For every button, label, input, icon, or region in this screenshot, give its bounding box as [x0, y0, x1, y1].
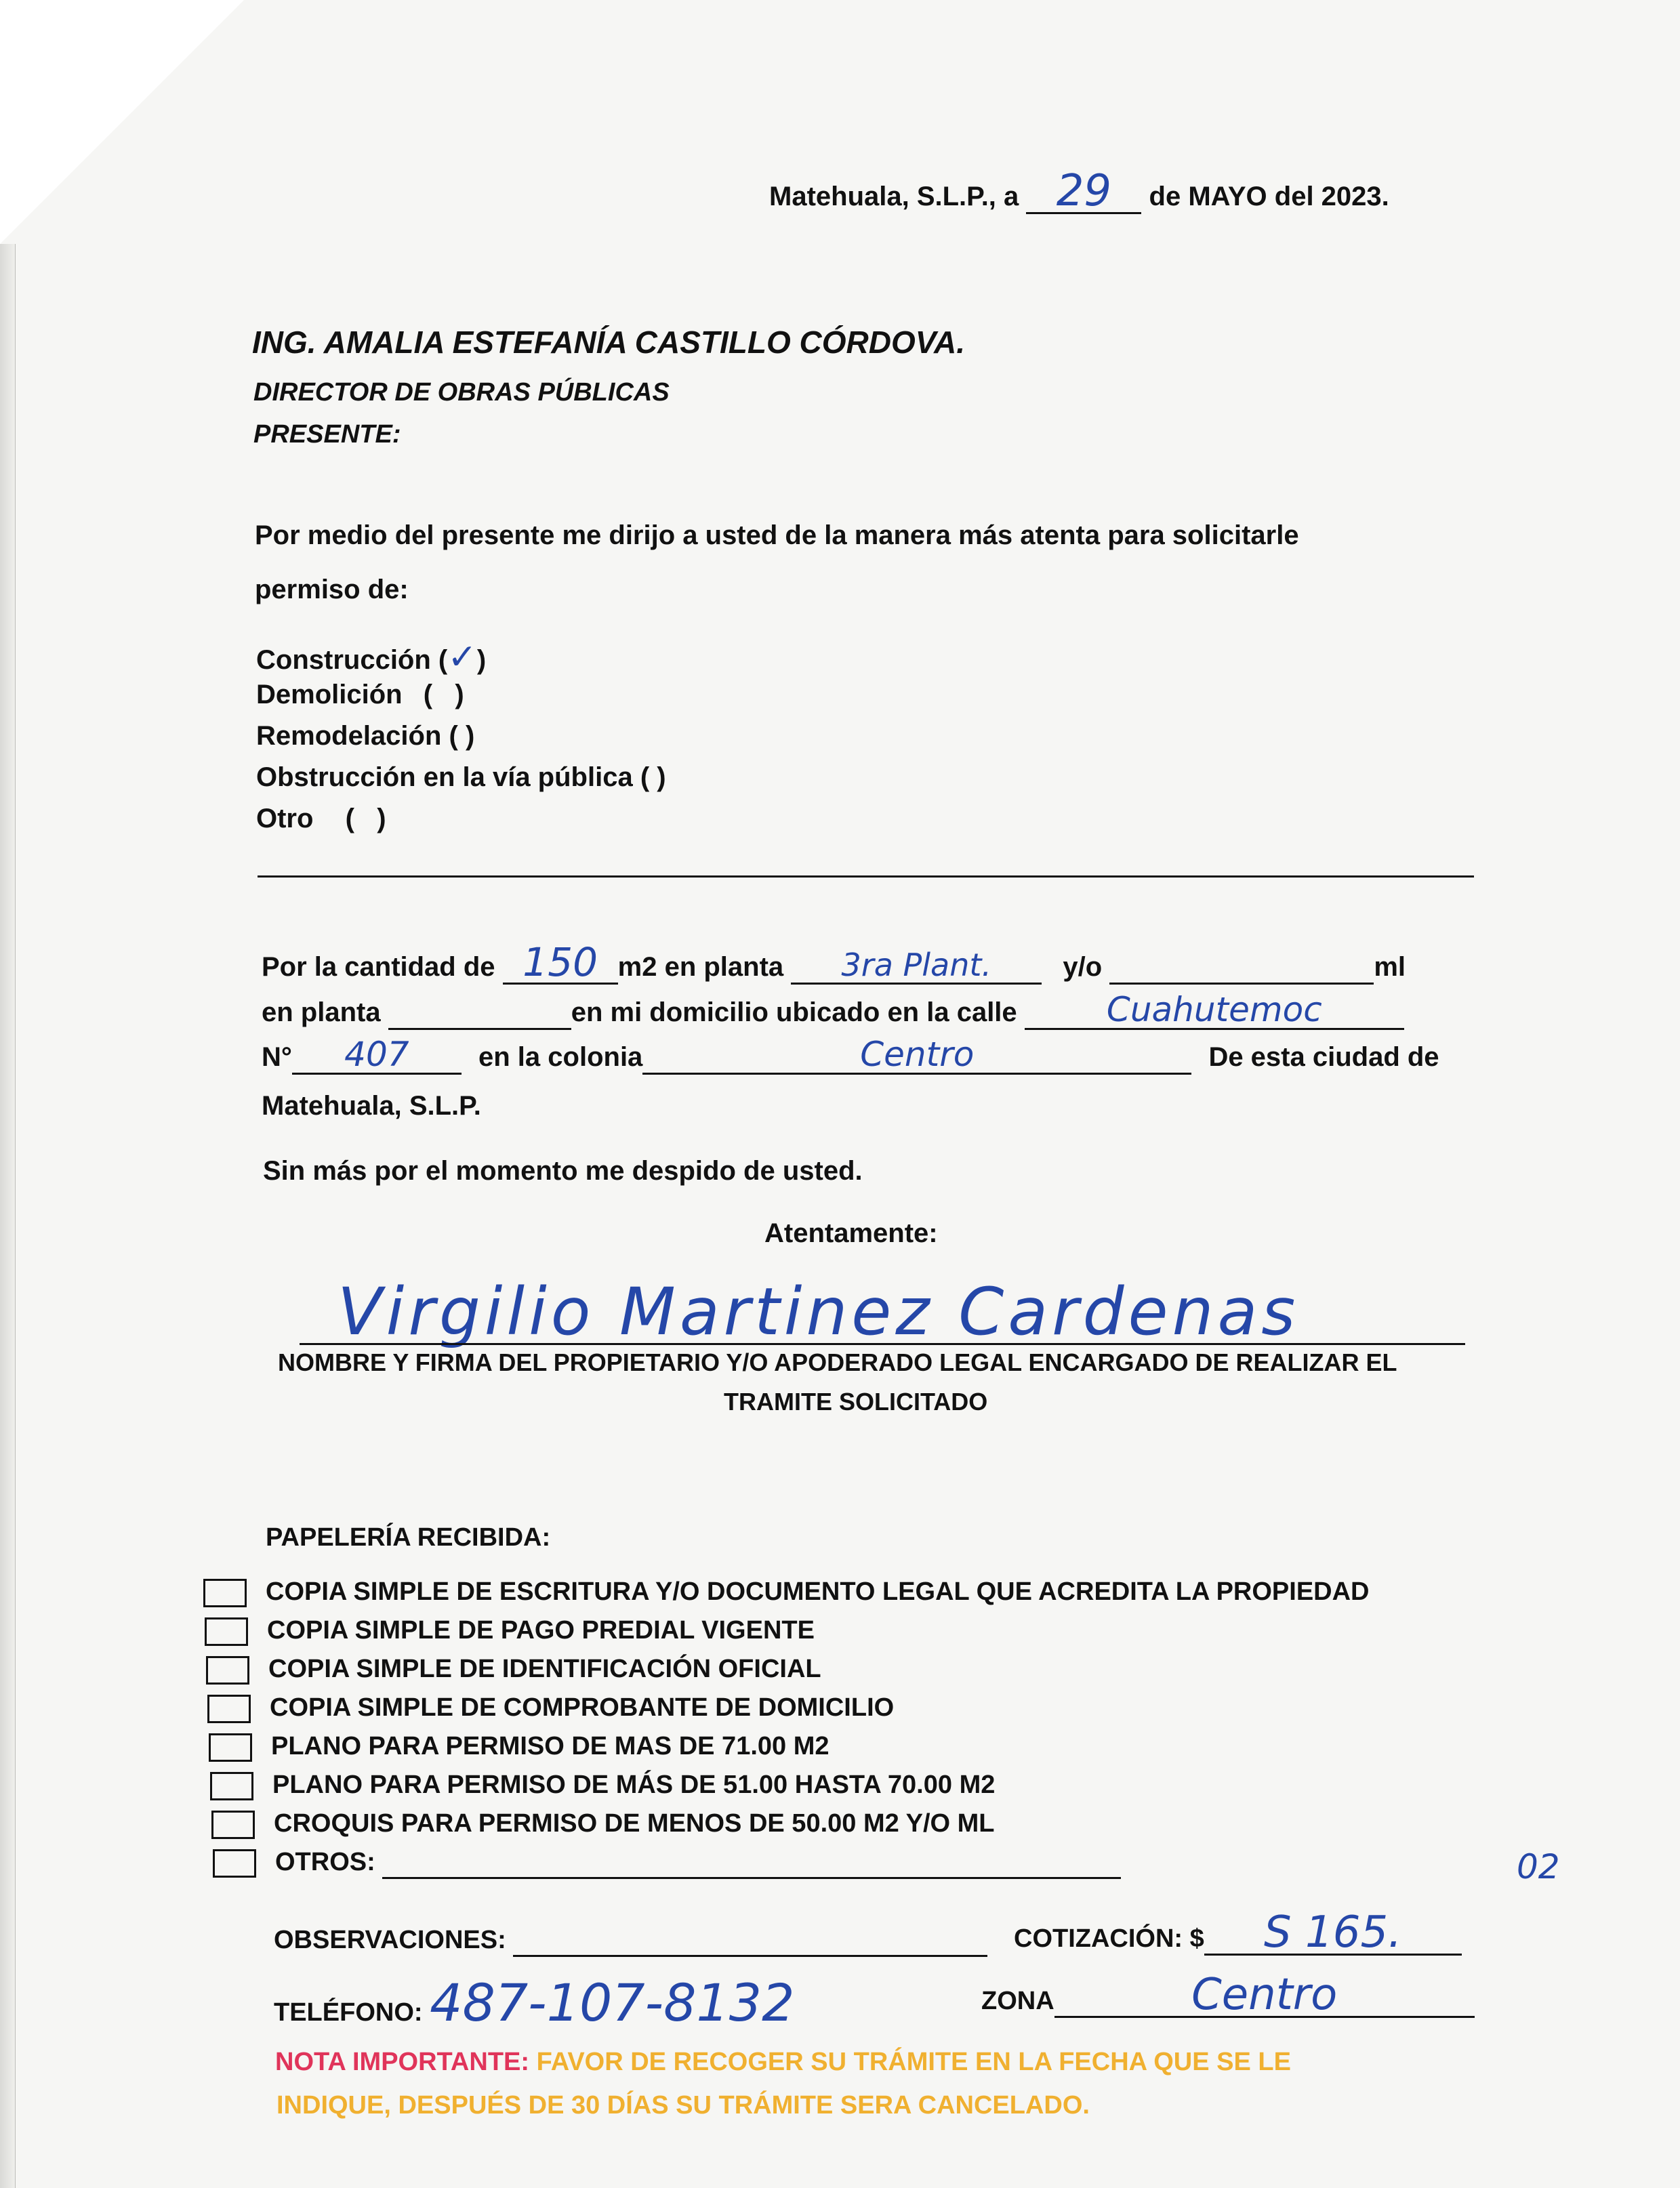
no-label: N°	[262, 1042, 292, 1072]
observaciones-field	[513, 1926, 987, 1957]
recipient-title: DIRECTOR DE OBRAS PÚBLICAS	[253, 378, 670, 407]
colonia-field	[642, 1035, 1191, 1075]
en-planta-label: en planta	[262, 997, 381, 1027]
signature-caption-line-1: NOMBRE Y FIRMA DEL PROPIETARIO Y/O APODERADO LEGAL ENCARGADO DE REALIZAR EL	[278, 1348, 1397, 1376]
paper-label: COPIA SIMPLE DE COMPROBANTE DE DOMICILIO	[270, 1693, 895, 1722]
papers-heading: PAPELERÍA RECIBIDA:	[266, 1523, 551, 1552]
important-note-line-2: INDIQUE, DESPUÉS DE 30 DÍAS SU TRÁMITE SERA CANCELADO.	[276, 2091, 1090, 2120]
paper-label: PLANO PARA PERMISO DE MAS DE 71.00 M2	[271, 1732, 829, 1760]
planta-field	[791, 947, 1042, 985]
en-planta-field	[388, 997, 571, 1030]
recipient-name: ING. AMALIA ESTEFANÍA CASTILLO CÓRDOVA.	[252, 325, 966, 360]
street-field	[1025, 990, 1404, 1030]
paper-item	[206, 1655, 821, 1685]
permit-construccion	[256, 637, 486, 678]
paper-item	[209, 1732, 829, 1762]
permit-otro	[256, 804, 386, 834]
cotizacion-field	[1204, 1907, 1462, 1958]
domicilio-line	[262, 990, 1404, 1030]
note-text-1: FAVOR DE RECOGER SU TRÁMITE EN LA FECHA QUE SE LE	[536, 2048, 1291, 2076]
no-field	[292, 1035, 462, 1075]
intro-line-1: Por medio del presente me dirijo a usted de la manera más atenta para solicitarle	[255, 520, 1299, 550]
cotizacion-label: COTIZACIÓN: $	[1014, 1924, 1204, 1953]
signature-caption-line-2: TRAMITE SOLICITADO	[724, 1388, 988, 1416]
scanner-edge-strip	[0, 244, 16, 2188]
paper-label: OTROS:	[275, 1848, 375, 1876]
paper-item	[211, 1809, 995, 1839]
m2-label: m2 en planta	[617, 952, 784, 982]
permit-obstruccion	[256, 762, 666, 793]
farewell: Sin más por el momento me despido de usted.	[263, 1156, 863, 1186]
paper-label: COPIA SIMPLE DE PAGO PREDIAL VIGENTE	[267, 1616, 815, 1645]
cotizacion-line	[1014, 1907, 1462, 1958]
paper-checkbox[interactable]	[207, 1695, 251, 1723]
folded-corner	[0, 0, 244, 244]
permit-label: Obstrucción en la vía pública (	[256, 762, 650, 792]
permit-remodelacion	[256, 721, 474, 751]
zona-value: Centro	[1191, 1970, 1338, 2020]
permit-mark: ( )	[345, 804, 386, 833]
qty-label: Por la cantidad de	[262, 952, 495, 982]
ml-label: ml	[1374, 952, 1406, 982]
domicilio-label: en mi domicilio ubicado en la calle	[571, 997, 1017, 1027]
paper-item	[203, 1577, 1370, 1607]
permit-label: Demolición	[256, 680, 403, 709]
paper-label: COPIA SIMPLE DE IDENTIFICACIÓN OFICIAL	[268, 1655, 821, 1683]
colonia-value: Centro	[860, 1035, 975, 1074]
date-line	[769, 166, 1389, 216]
day-value: 29	[1056, 166, 1112, 216]
observaciones-line	[274, 1926, 987, 1957]
note-label: NOTA IMPORTANTE:	[275, 2048, 530, 2076]
cotizacion-value: S 165.	[1264, 1907, 1402, 1958]
permit-label: Construcción (	[256, 645, 448, 675]
paper-item	[210, 1771, 995, 1800]
day-field	[1026, 166, 1141, 216]
paper-label: CROQUIS PARA PERMISO DE MENOS DE 50.00 M2 Y/O ML	[274, 1809, 995, 1838]
paper-label: PLANO PARA PERMISO DE MÁS DE 51.00 HASTA 70.00 M2	[272, 1771, 996, 1799]
otros-field	[382, 1848, 1121, 1879]
signature-line	[300, 1343, 1465, 1345]
permit-mark	[649, 762, 657, 792]
paper-checkbox[interactable]	[211, 1811, 255, 1839]
permit-paren: )	[476, 645, 487, 675]
street-value: Cuahutemoc	[1106, 990, 1322, 1029]
zona-line	[981, 1970, 1475, 2020]
paper-item	[205, 1616, 815, 1646]
paper-item-otros	[213, 1848, 1121, 1879]
colonia-label: en la colonia	[478, 1042, 643, 1072]
salutation: PRESENTE:	[253, 420, 401, 449]
paper-item	[207, 1693, 894, 1723]
zona-field	[1054, 1970, 1475, 2020]
telefono-label: TELÉFONO:	[274, 1998, 423, 2027]
planta-value: 3ra Plant.	[841, 947, 992, 983]
telefono-line	[274, 1973, 795, 2033]
no-value: 407	[344, 1035, 409, 1074]
paper-checkbox[interactable]	[210, 1772, 253, 1800]
place-suffix: de MAYO del 2023.	[1149, 182, 1389, 211]
paper-checkbox[interactable]	[209, 1733, 252, 1762]
paper-checkbox[interactable]	[203, 1579, 247, 1607]
permit-paren: )	[657, 762, 666, 792]
zona-label: ZONA	[981, 1987, 1054, 2015]
permit-label: Otro	[256, 804, 314, 833]
intro-line-2: permiso de:	[255, 575, 409, 604]
yo-label: y/o	[1063, 952, 1103, 982]
telefono-value: 487-107-8132	[430, 1973, 795, 2033]
ml-field	[1109, 952, 1374, 985]
permit-demolicion	[256, 680, 464, 710]
permit-label: Remodelación (	[256, 721, 458, 751]
signature: Virgilio Martinez Cardenas	[337, 1274, 1300, 1350]
ciudad-value: Matehuala, S.L.P.	[262, 1091, 481, 1121]
permit-paren: )	[465, 721, 475, 751]
important-note-line-1	[275, 2048, 1291, 2077]
check-mark-icon: ✓	[447, 637, 477, 678]
permit-mark	[458, 721, 466, 751]
cotizacion-cents: 02	[1517, 1847, 1560, 1886]
paper-checkbox[interactable]	[213, 1849, 256, 1878]
paper-checkbox[interactable]	[206, 1656, 249, 1685]
paper-checkbox[interactable]	[205, 1617, 248, 1646]
observaciones-label: OBSERVACIONES:	[274, 1926, 506, 1954]
qty-field	[503, 939, 618, 985]
ciudad-label: De esta ciudad de	[1208, 1042, 1439, 1072]
place-prefix: Matehuala, S.L.P., a	[769, 182, 1019, 211]
numero-line	[262, 1035, 1439, 1075]
qty-value: 150	[523, 939, 598, 985]
otro-line	[258, 875, 1474, 878]
quantity-line	[262, 939, 1406, 985]
regards: Atentamente:	[764, 1218, 938, 1248]
paper-label: COPIA SIMPLE DE ESCRITURA Y/O DOCUMENTO LEGAL QUE ACREDITA LA PROPIEDAD	[266, 1577, 1370, 1606]
permit-mark: ( )	[423, 680, 464, 709]
